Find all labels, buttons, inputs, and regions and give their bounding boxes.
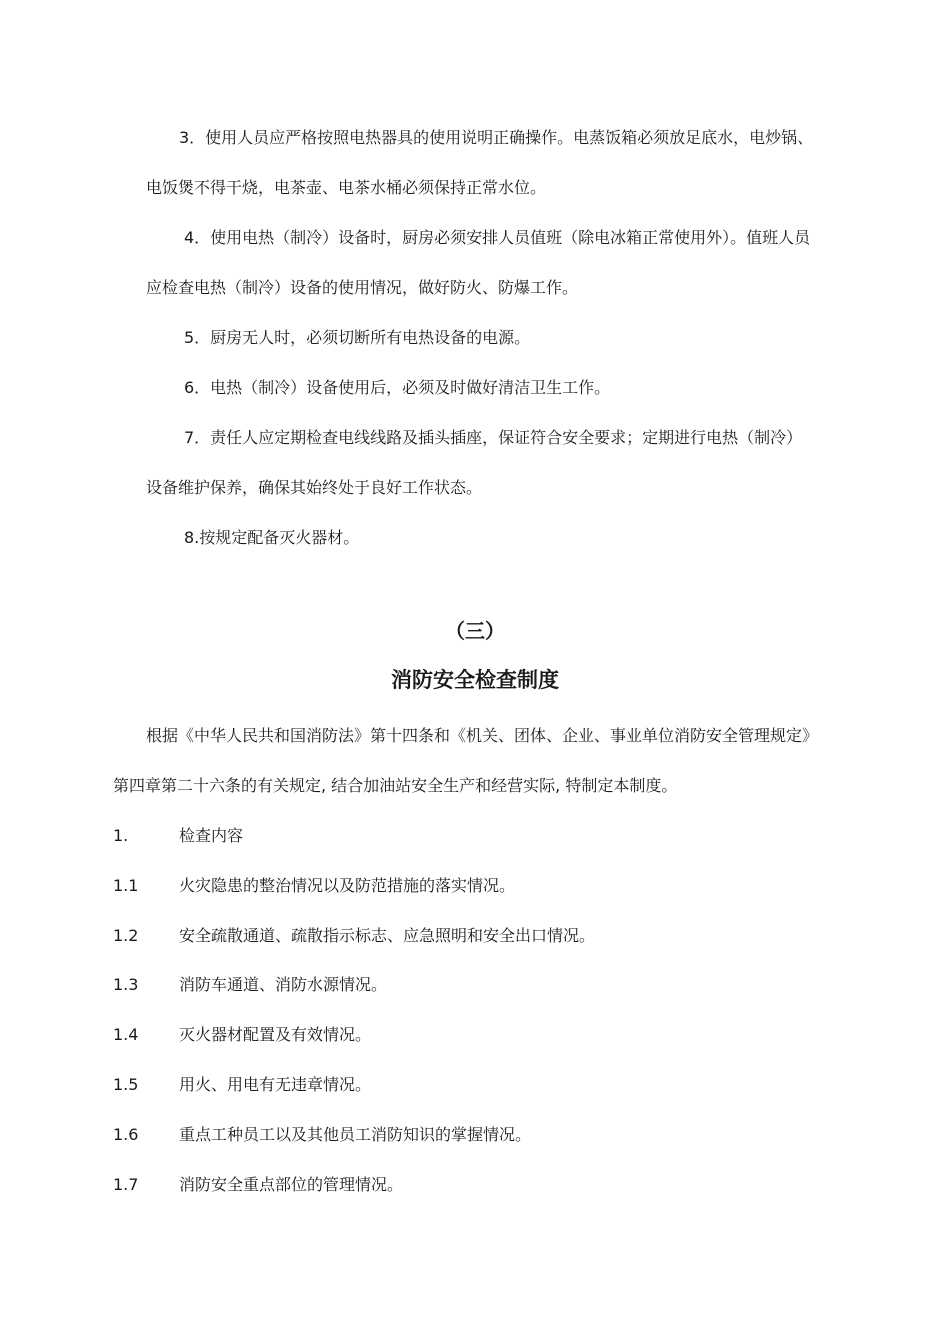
item-number: 1. [113,826,129,845]
section-title: 消防安全检查制度 [391,668,559,692]
item-text: 消防安全重点部位的管理情况。 [179,1175,404,1194]
item-number: 1.1 [113,876,139,895]
item-text: 用火、用电有无违章情况。 [179,1075,372,1094]
item-number: 1.3 [113,975,139,994]
rule-3-line-1: 3．使用人员应严格按照电热器具的使用说明正确操作。电蒸饭箱必须放足底水，电炒锅、 [179,128,814,147]
item-text: 安全疏散通道、疏散指示标志、应急照明和安全出口情况。 [179,926,596,945]
item-text: 重点工种员工以及其他员工消防知识的掌握情况。 [179,1125,532,1144]
rule-6: 6．电热（制冷）设备使用后，必须及时做好清洁卫生工作。 [184,378,611,397]
section-number: （三） [445,619,505,643]
item-number: 1.2 [113,926,139,945]
item-text: 消防车通道、消防水源情况。 [179,975,388,994]
item-text: 火灾隐患的整治情况以及防范措施的落实情况。 [179,876,516,895]
intro-line-1: 根据《中华人民共和国消防法》第十四条和《机关、团体、企业、事业单位消防安全管理规定》 [146,726,819,745]
item-number: 1.5 [113,1075,139,1094]
rule-7-line-1: 7．责任人应定期检查电线线路及插头插座，保证符合安全要求；定期进行电热（制冷） [184,428,803,447]
rule-3-line-2: 电饭煲不得干烧，电茶壶、电茶水桶必须保持正常水位。 [146,178,547,197]
item-number: 1.6 [113,1125,139,1144]
item-number: 1.7 [113,1175,139,1194]
rule-4-line-1: 4．使用电热（制冷）设备时，厨房必须安排人员值班（除电冰箱正常使用外）。值班人员 [184,228,811,247]
rule-7-line-2: 设备维护保养，确保其始终处于良好工作状态。 [146,478,483,497]
item-text: 检查内容 [179,826,244,845]
item-number: 1.4 [113,1025,139,1044]
rule-4-line-2: 应检查电热（制冷）设备的使用情况，做好防火、防爆工作。 [146,278,579,297]
rule-5: 5．厨房无人时，必须切断所有电热设备的电源。 [184,328,531,347]
intro-line-2: 第四章第二十六条的有关规定, 结合加油站安全生产和经营实际, 特制定本制度。 [113,776,678,795]
rule-8: 8.按规定配备灭火器材。 [184,528,360,547]
item-text: 灭火器材配置及有效情况。 [179,1025,372,1044]
